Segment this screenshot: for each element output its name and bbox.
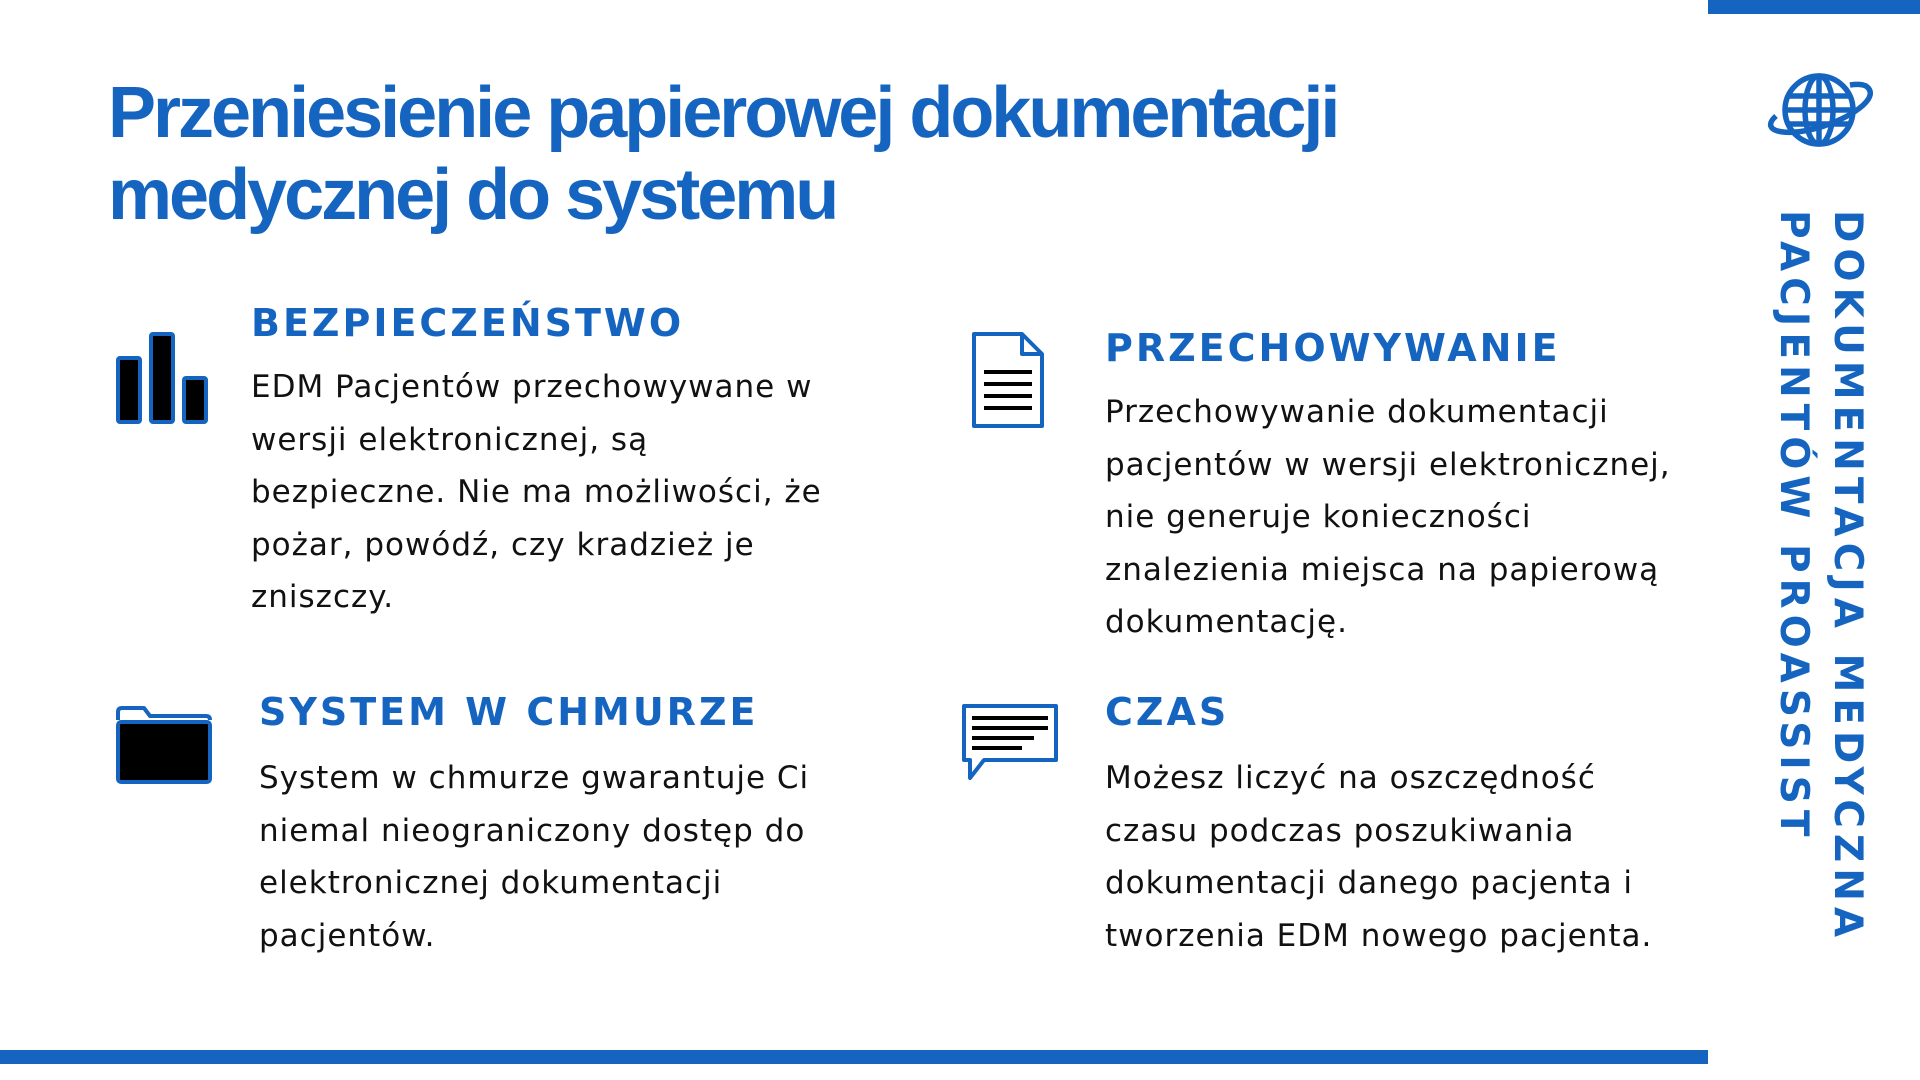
page-title [108, 72, 1508, 236]
section-heading-time: CZAS [1105, 690, 1230, 734]
section-heading-cloud: SYSTEM W CHMURZE [259, 690, 759, 734]
section-text-security [251, 361, 822, 624]
globe-icon [1762, 66, 1876, 152]
text-line: Możesz liczyć na oszczędność [1105, 760, 1596, 796]
text-line: dokumentację. [1105, 604, 1348, 640]
text-line: czasu podczas poszukiwania [1105, 812, 1575, 849]
text-line: Przechowywanie dokumentacji [1105, 394, 1609, 430]
folder-icon [114, 704, 214, 786]
text-line: pożar, powódź, czy kradzież je [251, 526, 755, 563]
section-heading-storage: PRZECHOWYWANIE [1105, 326, 1561, 370]
text-line: niemal nieograniczony dostęp do [259, 812, 806, 849]
text-line: zniszczy. [251, 579, 395, 615]
text-line: pacjentów. [259, 917, 436, 954]
section-text-cloud [259, 752, 809, 962]
text-line: znalezienia miejsca na papierową [1105, 551, 1660, 588]
text-line: pacjentów w wersji elektronicznej, [1105, 446, 1671, 483]
side-label-line: PACJENTÓW PROASSIST [1771, 210, 1816, 843]
page-title-line: medycznej do systemu [108, 155, 837, 235]
text-line: tworzenia EDM nowego pacjenta. [1105, 917, 1653, 954]
document-icon [970, 330, 1046, 430]
text-line: dokumentacji danego pacjenta i [1105, 865, 1634, 901]
page-title-line: Przeniesienie papierowej dokumentacji [108, 73, 1338, 153]
text-line: nie generuje konieczności [1105, 499, 1532, 535]
text-line: EDM Pacjentów przechowywane w [251, 369, 813, 405]
bar-chart-icon [114, 330, 214, 430]
section-text-storage [1105, 386, 1671, 649]
side-label [1766, 210, 1876, 980]
side-label-text [1766, 210, 1874, 943]
section-heading-security: BEZPIECZEŃSTWO [251, 301, 685, 345]
text-line: bezpieczne. Nie ma możliwości, że [251, 474, 822, 510]
text-line: wersji elektronicznej, są [251, 421, 649, 458]
text-line: elektronicznej dokumentacji [259, 865, 723, 901]
side-label-line: DOKUMENTACJA MEDYCZNA [1825, 210, 1870, 944]
section-text-time [1105, 752, 1652, 962]
text-line: System w chmurze gwarantuje Ci [259, 760, 810, 796]
bottom-accent-bar [0, 1050, 1708, 1064]
top-accent-bar [1708, 0, 1920, 14]
speech-bubble-icon [960, 702, 1060, 782]
